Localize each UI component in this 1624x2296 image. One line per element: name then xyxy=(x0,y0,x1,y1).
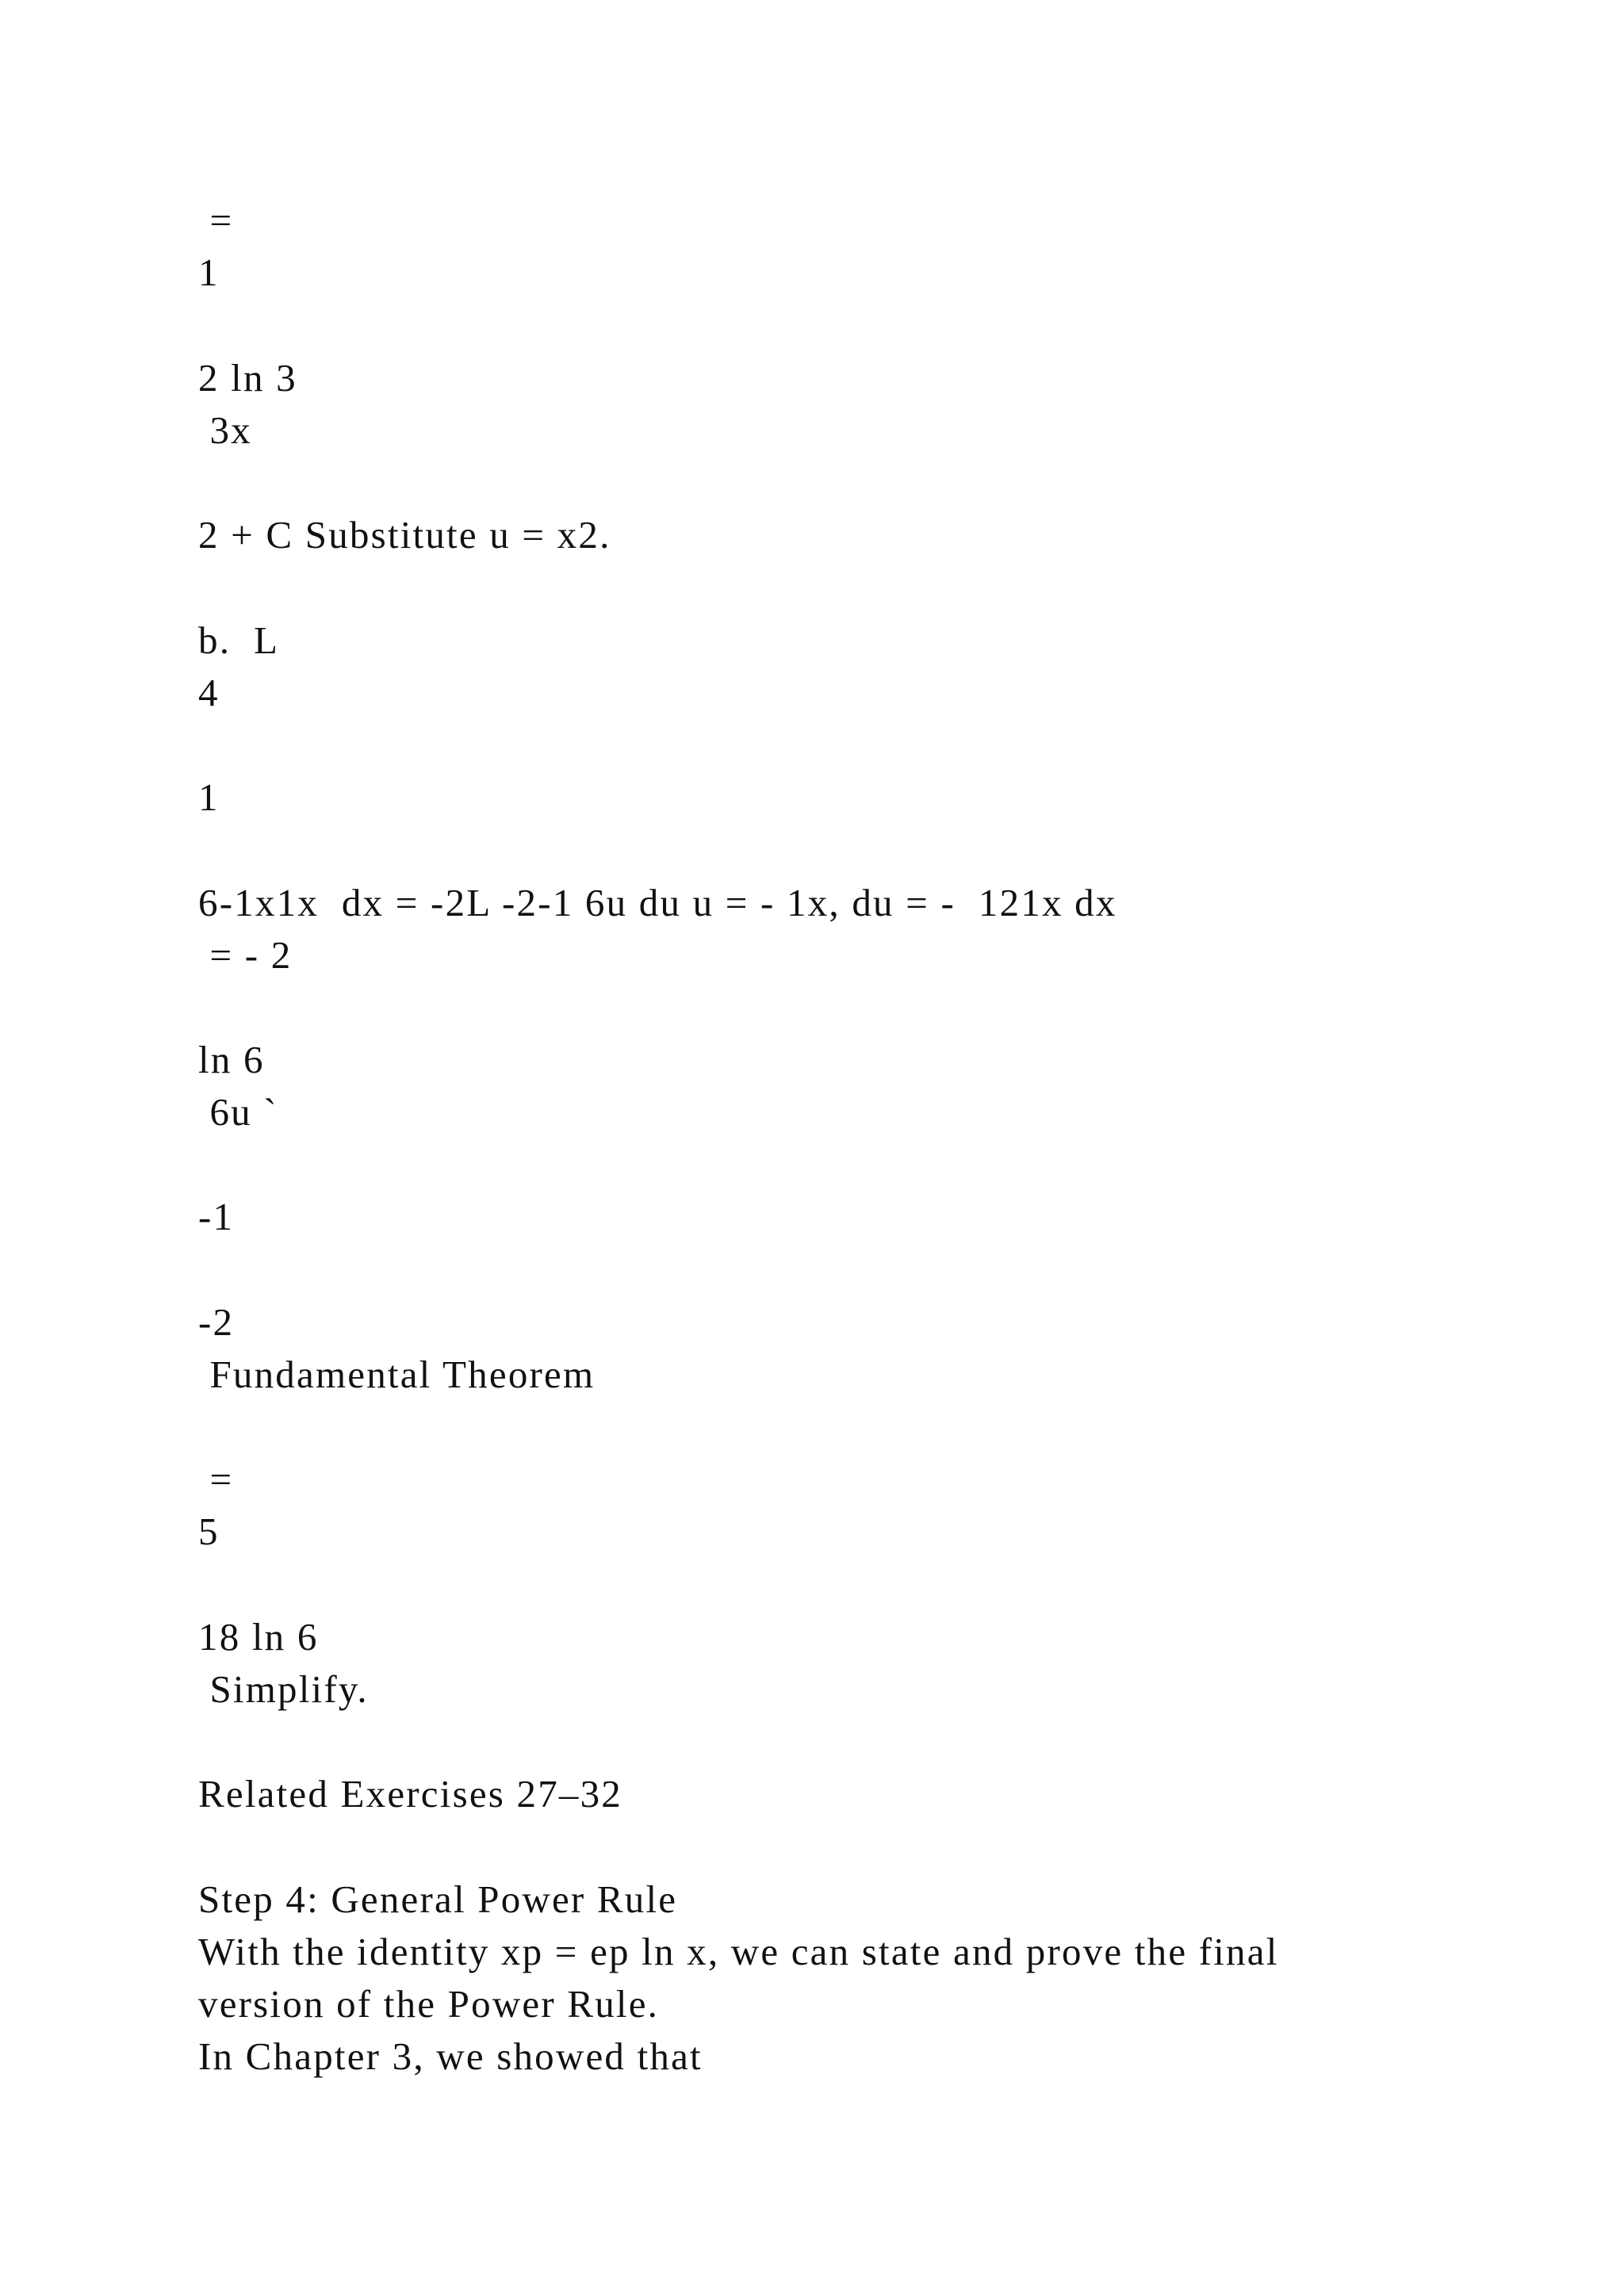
text-line-23: version of the Power Rule. xyxy=(198,1982,660,2026)
text-line-7: 4 xyxy=(198,671,220,714)
text-line-3: 2 ln 3 xyxy=(198,356,297,400)
text-line-22: With the identity xp = ep ln x, we can state and prove the final xyxy=(198,1930,1279,1973)
text-line-21: Step 4: General Power Rule xyxy=(198,1877,678,1921)
text-line-19: Simplify. xyxy=(198,1667,369,1711)
text-line-8: 1 xyxy=(198,775,220,819)
text-line-4: 3x xyxy=(198,408,252,452)
text-line-13: -1 xyxy=(198,1195,235,1238)
text-line-17: 5 xyxy=(198,1510,220,1553)
text-line-9: 6-1x1x dx = -2L -2-1 6u du u = - 1x, du = - 121x dx xyxy=(198,881,1117,924)
text-line-6: b. L xyxy=(198,618,280,662)
text-line-15: Fundamental Theorem xyxy=(198,1353,596,1396)
text-line-20: Related Exercises 27–32 xyxy=(198,1772,623,1816)
text-line-11: ln 6 xyxy=(198,1038,265,1081)
text-line-5: 2 + C Substitute u = x2. xyxy=(198,513,611,557)
text-line-18: 18 ln 6 xyxy=(198,1615,319,1659)
text-line-24: In Chapter 3, we showed that xyxy=(198,2034,703,2078)
text-line-14: -2 xyxy=(198,1300,235,1344)
text-line-12: 6u ` xyxy=(198,1090,278,1134)
text-line-10: = - 2 xyxy=(198,933,293,977)
text-line-2: 1 xyxy=(198,251,220,294)
text-line-1: = xyxy=(198,198,234,242)
text-line-16: = xyxy=(198,1457,234,1501)
